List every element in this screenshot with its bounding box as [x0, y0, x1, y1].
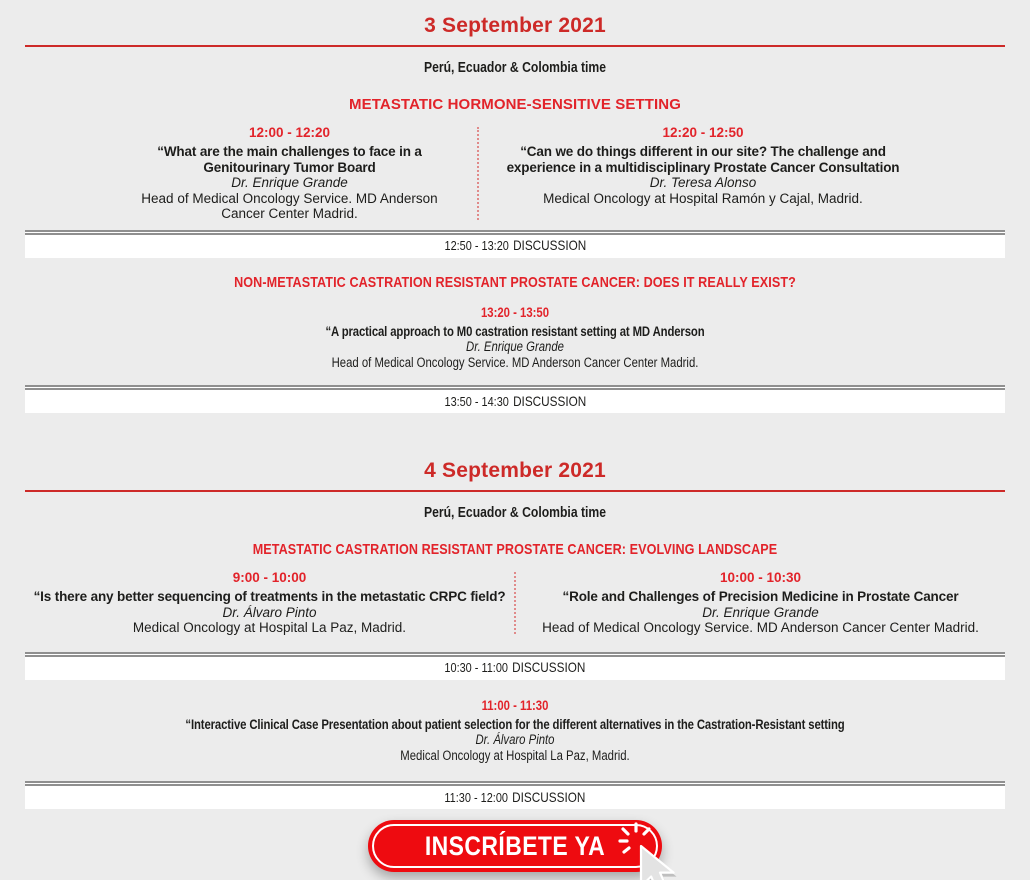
day-2-talks-row — [25, 570, 1005, 636]
dotted-column-divider — [477, 127, 479, 220]
talk-precision-medicine — [516, 570, 1005, 636]
talk-title: “Interactive Clinical Case Presentation about patient selection for the different alternatives in the Castration-Resistant setting — [185, 716, 845, 732]
talk-affiliation: Head of Medical Oncology Service. MD Anderson Cancer Center Madrid. — [542, 620, 979, 635]
day-1-session-1-heading: METASTATIC HORMONE-SENSITIVE SETTING — [349, 96, 681, 113]
discussion-text — [444, 237, 586, 255]
talk-title: “A practical approach to M0 castration resistant setting at MD Anderson — [325, 323, 705, 339]
discussion-text — [445, 659, 586, 677]
day-2-timezone-note: Perú, Ecuador & Colombia time — [423, 505, 607, 521]
talk-crpc-sequencing — [25, 570, 514, 636]
talk-affiliation: Head of Medical Oncology Service. MD Anderson Cancer Center Madrid. — [141, 190, 438, 221]
discussion-time: 13:50 - 14:30 — [444, 393, 509, 409]
talk-title: “What are the main challenges to face in a Genitourinary Tumor Board — [157, 144, 422, 175]
discussion-time: 10:30 - 11:00 — [444, 660, 509, 675]
talk-affiliation: Medical Oncology at Hospital Ramón y Cajal, Madrid. — [543, 190, 863, 206]
discussion-label: DISCUSSION — [512, 788, 586, 805]
discussion-banner-4 — [25, 781, 1005, 809]
day-1-date-title: 3 September 2021 — [424, 14, 606, 37]
register-button[interactable] — [368, 820, 662, 872]
talk-affiliation: Medical Oncology at Hospital La Paz, Madrid. — [400, 747, 630, 763]
talk-time: 12:20 - 12:50 — [662, 125, 744, 140]
day-2-date-title: 4 September 2021 — [424, 459, 606, 482]
talk-time: 10:00 - 10:30 — [719, 570, 802, 585]
talk-speaker: Dr. Enrique Grande — [466, 339, 564, 354]
talk-m0-castration-resistant — [103, 305, 926, 371]
day-1-session-2-heading: NON-METASTATIC CASTRATION RESISTANT PROSTATE CANCER: DOES IT REALLY EXIST? — [234, 273, 796, 291]
discussion-label: DISCUSSION — [512, 659, 586, 675]
discussion-banner-3 — [25, 652, 1005, 680]
talk-interactive-clinical-case — [103, 698, 926, 764]
day-1-section — [25, 14, 1005, 413]
discussion-banner-1 — [25, 230, 1005, 258]
register-button-area — [25, 820, 1005, 872]
discussion-banner-2 — [25, 385, 1005, 413]
talk-title: “Can we do things different in our site? The challenge and experience in a multidisciplinary Prostate Cancer Consultation — [506, 144, 900, 175]
day-1-date-rule — [25, 45, 1005, 47]
talk-title: “Role and Challenges of Precision Medicine in Prostate Cancer — [562, 589, 959, 604]
discussion-label: DISCUSSION — [512, 392, 586, 409]
talk-title: “Is there any better sequencing of treatments in the metastatic CRPC field? — [33, 589, 506, 604]
day-1-talks-row — [25, 125, 1005, 222]
discussion-text — [444, 393, 586, 411]
discussion-label: DISCUSSION — [512, 237, 586, 253]
discussion-time: 11:30 - 12:00 — [444, 789, 509, 805]
talk-speaker: Dr. Álvaro Pinto — [475, 732, 555, 747]
talk-speaker: Dr. Teresa Alonso — [649, 175, 757, 190]
talk-speaker: Dr. Enrique Grande — [231, 175, 348, 190]
discussion-time: 12:50 - 13:20 — [444, 238, 509, 253]
day-2-session-1-heading: METASTATIC CASTRATION RESISTANT PROSTATE CANCER: EVOLVING LANDSCAPE — [252, 541, 778, 558]
talk-genitourinary-tumor-board — [130, 125, 450, 222]
day-1-timezone-note: Perú, Ecuador & Colombia time — [423, 60, 607, 76]
day-2-date-rule — [25, 490, 1005, 492]
talk-affiliation: Medical Oncology at Hospital La Paz, Madrid. — [132, 620, 407, 635]
talk-prostate-cancer-consultation — [506, 125, 901, 206]
talk-affiliation: Head of Medical Oncology Service. MD Anderson Cancer Center Madrid. — [331, 354, 699, 370]
talk-speaker: Dr. Álvaro Pinto — [222, 604, 317, 620]
register-button-label: INSCRÍBETE YA — [424, 831, 606, 861]
discussion-text — [445, 789, 586, 807]
talk-time: 13:20 - 13:50 — [480, 304, 550, 320]
talk-time: 12:00 - 12:20 — [248, 125, 331, 140]
talk-time: 11:00 - 11:30 — [481, 697, 549, 713]
day-2-section — [25, 459, 1005, 809]
talk-time: 9:00 - 10:00 — [232, 570, 307, 585]
talk-speaker: Dr. Enrique Grande — [702, 604, 819, 620]
